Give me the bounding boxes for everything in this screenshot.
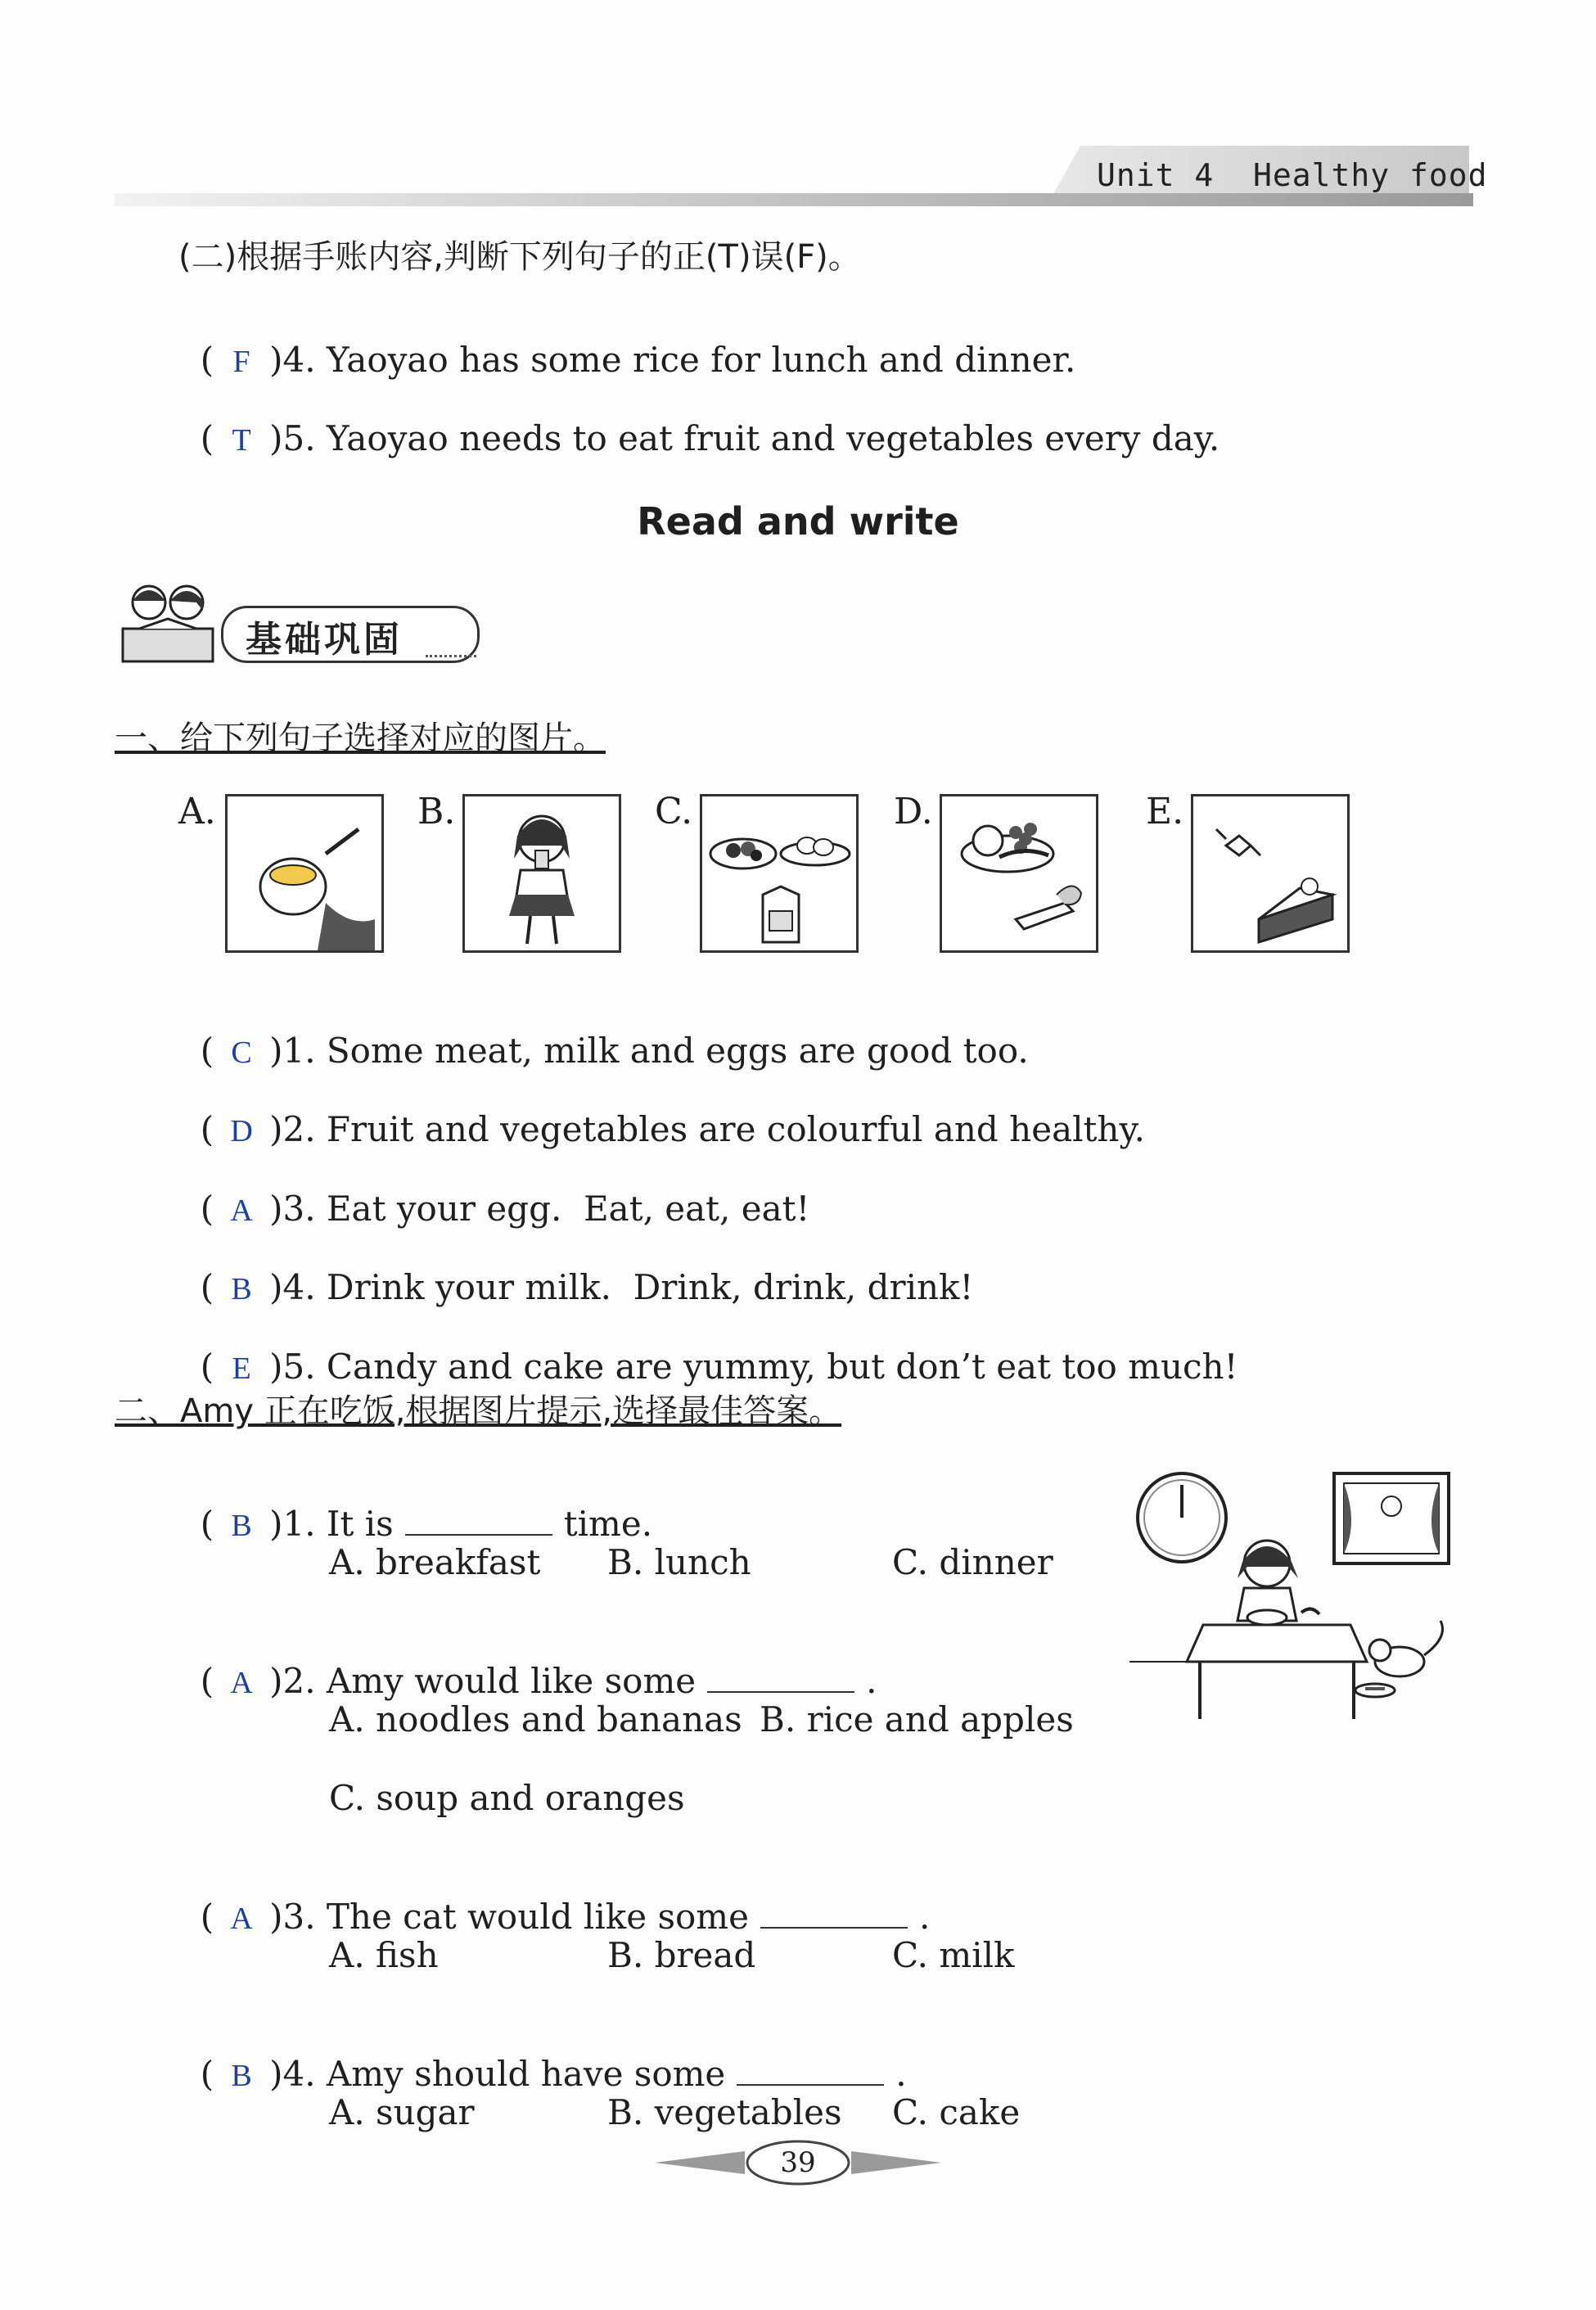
fruit-vegetables-picture bbox=[940, 794, 1098, 953]
option-c: C. cake bbox=[892, 2092, 1021, 2132]
ex1-item-3: ( A )3. Eat your egg. Eat, eat, eat! bbox=[200, 1189, 810, 1229]
kids-reading-icon bbox=[115, 578, 221, 668]
answer-blank bbox=[707, 1690, 854, 1693]
picture-letter-a: A. bbox=[178, 791, 216, 832]
ex1-item-2: ( D )2. Fruit and vegetables are colourful and healthy. bbox=[200, 1109, 1145, 1149]
answer-blank bbox=[737, 2083, 884, 2086]
ex2-question-1: ( B )1. It is time. bbox=[200, 1504, 653, 1544]
option-b: B. lunch bbox=[607, 1542, 751, 1582]
option-c: C. dinner bbox=[892, 1542, 1053, 1582]
part2-item-5: ( T )5. Yaoyao needs to eat fruit and vegetables every day. bbox=[200, 418, 1220, 458]
ex1-item-5: ( E )5. Candy and cake are yummy, but don’t eat too much! bbox=[200, 1347, 1238, 1387]
picture-letter-b: B. bbox=[417, 791, 456, 832]
badge-dots bbox=[426, 647, 476, 657]
ex2-question-2: ( A )2. Amy would like some . bbox=[200, 1661, 877, 1701]
meat-milk-eggs-picture bbox=[700, 794, 859, 953]
part2-instruction: (二)根据手账内容,判断下列句子的正(T)误(F)。 bbox=[178, 238, 861, 276]
option-b: B. vegetables bbox=[607, 2092, 842, 2132]
answer-mark: A bbox=[230, 1193, 253, 1228]
answer-mark: E bbox=[232, 1351, 251, 1386]
section-title: Read and write bbox=[637, 499, 959, 544]
page-number: 39 bbox=[780, 2146, 816, 2179]
answer-blank bbox=[760, 1926, 908, 1929]
ex2-instruction: 二、Amy 正在吃饭,根据图片提示,选择最佳答案。 bbox=[115, 1392, 842, 1430]
picture-letter-e: E. bbox=[1146, 791, 1184, 832]
option-c: C. soup and oranges bbox=[329, 1778, 685, 1818]
picture-letter-c: C. bbox=[655, 791, 693, 832]
answer-mark: D bbox=[230, 1114, 253, 1148]
ex2-question-4: ( B )4. Amy should have some . bbox=[200, 2054, 907, 2094]
option-a: A. fish bbox=[329, 1935, 439, 1975]
option-a: A. breakfast bbox=[329, 1542, 541, 1582]
ex1-instruction: 一、给下列句子选择对应的图片。 bbox=[115, 720, 606, 757]
option-b: B. bread bbox=[607, 1935, 756, 1975]
answer-mark: C bbox=[231, 1035, 252, 1070]
answer-mark: B bbox=[231, 1509, 252, 1543]
candy-cake-picture bbox=[1191, 794, 1350, 953]
answer-blank bbox=[405, 1533, 552, 1536]
option-c: C. milk bbox=[892, 1935, 1015, 1975]
part2-item-4: ( F )4. Yaoyao has some rice for lunch and dinner. bbox=[200, 340, 1076, 380]
ex1-item-4: ( B )4. Drink your milk. Drink, drink, drink! bbox=[200, 1267, 974, 1307]
option-a: A. noodles and bananas bbox=[329, 1699, 742, 1739]
answer-mark: A bbox=[230, 1666, 253, 1700]
answer-mark: F bbox=[232, 345, 250, 379]
answer-mark: B bbox=[231, 2059, 252, 2093]
ex2-question-3: ( A )3. The cat would like some . bbox=[200, 1897, 931, 1937]
option-b: B. rice and apples bbox=[760, 1699, 1074, 1739]
option-a: A. sugar bbox=[329, 2092, 475, 2132]
egg-spoon-picture bbox=[225, 794, 384, 953]
ex1-item-1: ( C )1. Some meat, milk and eggs are good too. bbox=[200, 1031, 1029, 1071]
answer-mark: B bbox=[231, 1272, 252, 1306]
answer-mark: A bbox=[230, 1902, 253, 1936]
answer-mark: T bbox=[232, 423, 251, 458]
girl-drinking-picture bbox=[462, 794, 621, 953]
unit-title: Unit 4 Healthy food bbox=[1097, 157, 1488, 193]
amy-eating-illustration bbox=[1129, 1465, 1481, 1735]
picture-letter-d: D. bbox=[894, 791, 933, 832]
header-bar bbox=[115, 193, 1473, 206]
badge-label: 基础巩固 bbox=[246, 619, 403, 661]
